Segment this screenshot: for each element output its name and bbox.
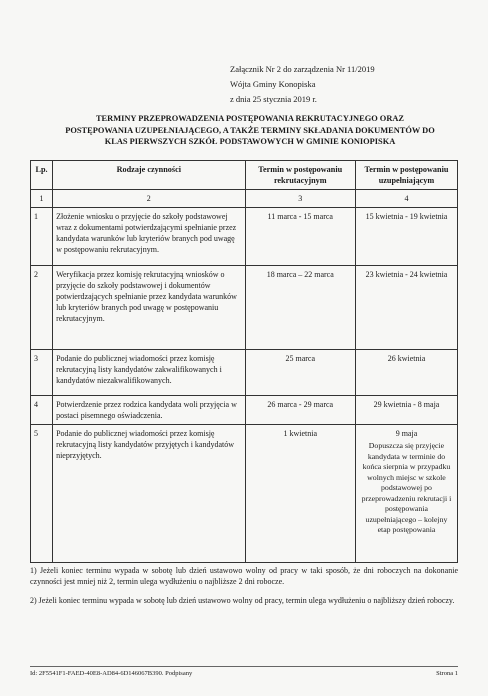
row-uzupelniajace-cell <box>355 425 457 563</box>
row-rekrutacyjne: 25 marca <box>245 350 355 396</box>
table-row <box>31 266 458 350</box>
row-lp: 5 <box>31 425 53 563</box>
footnote-1: 1) Jeżeli koniec terminu wypada w sobotę lub dzień ustawowo wolny od pracy w taki sposób, że dni roboczych na dokonanie czynności jest mniej niż 2, termin ulega wydłużeniu o najbliższe 2 dni robocze. <box>30 566 458 586</box>
row-activity: Podanie do publicznej wiadomości przez komisję rekrutacyjną listy kandydatów przyjętych i kandydatów nieprzyjętych. <box>53 425 245 563</box>
title-line-2: POSTĘPOWANIA UZUPEŁNIAJĄCEGO, A TAKŻE TERMINY SKŁADANIA DOKUMENTÓW DO <box>65 125 435 135</box>
row-uzupelniajace: 9 maja <box>395 429 418 438</box>
header-attachment-line: Załącznik Nr 2 do zarządzenia Nr 11/2019 <box>230 64 375 74</box>
row-uzupelniajace: 15 kwietnia - 19 kwietnia <box>355 208 457 266</box>
table-row <box>31 425 458 563</box>
footer-divider <box>30 666 458 667</box>
row-rekrutacyjne: 18 marca – 22 marca <box>245 266 355 350</box>
row-activity: Podanie do publicznej wiadomości przez komisję rekrutacyjną listy kandydatów zakwalifikowanych i kandydatów niezakwalifikowanych. <box>53 350 245 396</box>
row-rekrutacyjne: 11 marca - 15 marca <box>245 208 355 266</box>
header-authority-line: Wójta Gminy Konopiska <box>230 79 316 89</box>
row-lp: 4 <box>31 396 53 425</box>
index-cell: 3 <box>245 190 355 208</box>
row-rekrutacyjne: 26 marca - 29 marca <box>245 396 355 425</box>
row-uzupelniajace-note: Dopuszcza się przyjęcie kandydata w terminie do końca sierpnia w przypadku wolnych miejsc w szkole podstawowej po przeprowadzeniu rekrutacji i postępowania uzupełniającego – kolejny etap postępowania <box>361 441 452 534</box>
index-cell: 4 <box>355 190 457 208</box>
row-activity: Weryfikacja przez komisję rekrutacyjną wniosków o przyjęcie do szkoły podstawowej i dokumentów potwierdzających spełnianie przez kandydata warunków lub kryteriów branych pod uwagę w postępowaniu rekrutacyjnym. <box>53 266 245 350</box>
document-title <box>40 113 460 148</box>
header-date-line: z dnia 25 stycznia 2019 r. <box>230 94 317 104</box>
row-uzupelniajace: 26 kwietnia <box>355 350 457 396</box>
index-cell: 2 <box>53 190 245 208</box>
document-header <box>230 62 375 107</box>
table-row <box>31 208 458 266</box>
document-id: Id: 2F5541F1-FAED-40E8-AD84-6D146067B390. Podpisany <box>30 670 193 677</box>
row-lp: 1 <box>31 208 53 266</box>
page-number: Strona 1 <box>436 670 458 677</box>
row-uzupelniajace: 29 kwietnia - 8 maja <box>355 396 457 425</box>
row-activity: Złożenie wniosku o przyjęcie do szkoły podstawowej wraz z dokumentami potwierdzającymi spełnianie przez kandydata warunków lub kryteriów branych pod uwagę w postępowaniu rekrutacyjnym. <box>53 208 245 266</box>
footnotes <box>30 565 458 614</box>
header-uzupelniajace: Termin w postępowaniu uzupełniającym <box>355 161 457 190</box>
header-lp: Lp. <box>31 161 53 190</box>
table-header-row <box>31 161 458 190</box>
title-line-3: KLAS PIERWSZYCH SZKÓŁ PODSTAWOWYCH W GMINIE KONIOPISKA <box>104 137 396 146</box>
table-index-row <box>31 190 458 208</box>
footnote-2: 2) Jeżeli koniec terminu wypada w sobotę lub dzień ustawowo wolny od pracy, termin ulega wydłużeniu o najbliższy dzień roboczy. <box>30 596 455 605</box>
row-lp: 3 <box>31 350 53 396</box>
row-lp: 2 <box>31 266 53 350</box>
title-line-1: TERMINY PRZEPROWADZENIA POSTĘPOWANIA REKRUTACYJNEGO ORAZ <box>95 114 405 123</box>
row-rekrutacyjne: 1 kwietnia <box>245 425 355 563</box>
schedule-table <box>30 160 458 563</box>
document-footer <box>30 670 458 682</box>
index-cell: 1 <box>31 190 53 208</box>
row-activity: Potwierdzenie przez rodzica kandydata woli przyjęcia w postaci pisemnego oświadczenia. <box>53 396 245 425</box>
row-uzupelniajace: 23 kwietnia - 24 kwietnia <box>355 266 457 350</box>
table-row <box>31 396 458 425</box>
header-activity: Rodzaje czynności <box>53 161 245 190</box>
table-row <box>31 350 458 396</box>
header-rekrutacyjne: Termin w postępowaniu rekrutacyjnym <box>245 161 355 190</box>
